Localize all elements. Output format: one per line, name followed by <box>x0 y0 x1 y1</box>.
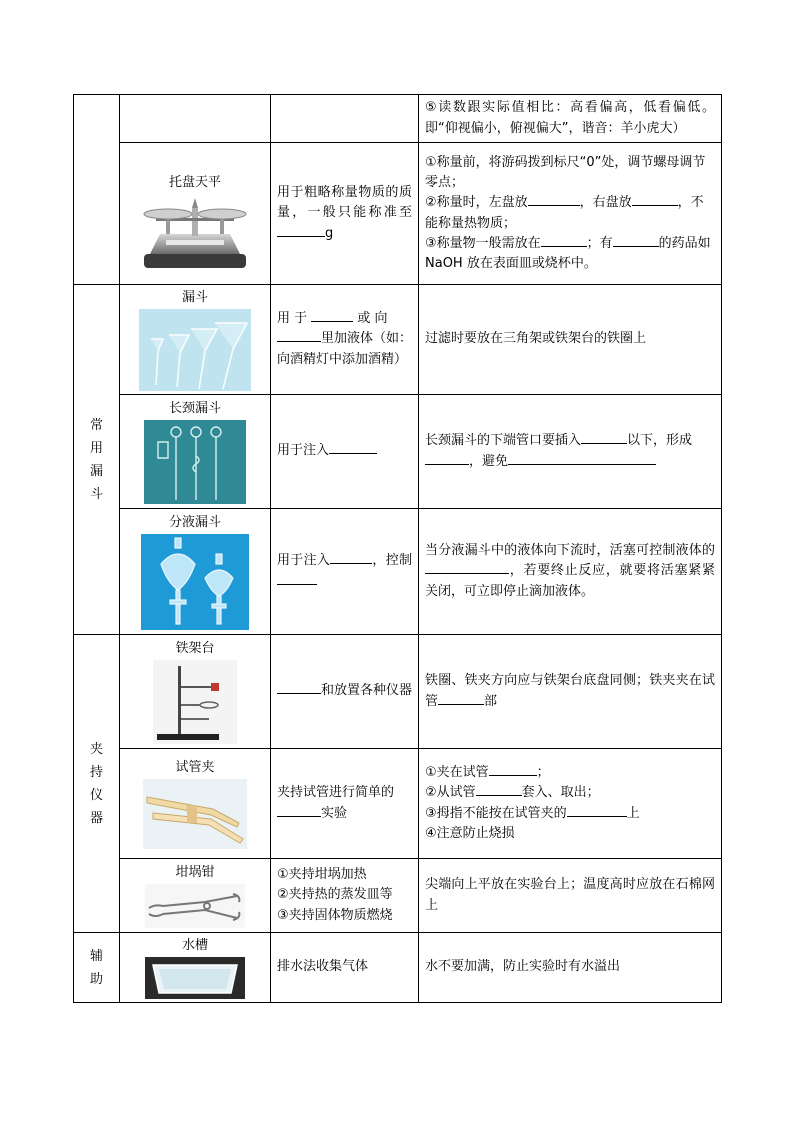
answer-blank <box>425 452 469 465</box>
table-row <box>74 395 722 509</box>
answer-blank <box>476 783 522 796</box>
notes-cell: 水不要加满，防止实验时有水溢出 <box>419 933 722 1003</box>
answer-blank <box>277 681 321 694</box>
answer-blank <box>528 193 580 206</box>
table-row <box>74 285 722 395</box>
long-neck-funnel-image <box>144 420 246 504</box>
usage-cell: ①夹持坩埚加热 ②夹持热的蒸发皿等 ③夹持固体物质燃烧 <box>271 859 419 933</box>
answer-blank <box>581 431 627 444</box>
instrument-cell <box>120 859 271 933</box>
table-row <box>74 749 722 859</box>
instrument-name: 托盘天平 <box>168 174 221 190</box>
answer-blank <box>438 692 484 705</box>
usage-cell: 用于注入 ，控制 <box>271 509 419 635</box>
instrument-cell <box>120 509 271 635</box>
notes-cell: 铁圈、铁夹方向应与铁架台底盘同侧；铁夹夹在试管 部 <box>419 635 722 749</box>
instrument-table <box>73 94 722 1003</box>
instrument-cell <box>120 285 271 395</box>
category-cell-weighing <box>74 95 120 285</box>
usage-cell: 和放置各种仪器 <box>271 635 419 749</box>
instrument-cell <box>120 95 271 143</box>
instrument-name: 分液漏斗 <box>168 514 221 530</box>
separatory-funnel-image <box>141 534 249 630</box>
instrument-name: 长颈漏斗 <box>168 400 221 416</box>
usage-cell: 夹持试管进行简单的 实验 <box>271 749 419 859</box>
usage-cell: 用 于 或 向 里加液体（如：向酒精灯中添加酒精） <box>271 285 419 395</box>
note-text: ⑤读数跟实际值相比：高看偏高，低看偏低。即“仰视偏小，俯视偏大”，谐音：羊小虎大） <box>425 100 715 136</box>
notes-cell: 尖端向上平放在实验台上；温度高时应放在石棉网上 <box>419 859 722 933</box>
crucible-tongs-image <box>145 884 245 928</box>
instrument-cell <box>120 749 271 859</box>
notes-cell: 过滤时要放在三角架或铁架台的铁圈上 <box>419 285 722 395</box>
answer-blank <box>489 763 537 776</box>
category-cell-holding: 夹 持 仪 器 <box>74 635 120 933</box>
iron-stand-image <box>153 660 237 744</box>
instrument-cell <box>120 143 271 285</box>
table-row <box>74 143 722 285</box>
answer-blank <box>329 441 377 454</box>
test-tube-clamp-image <box>143 779 247 849</box>
answer-blank <box>330 551 372 564</box>
table-row <box>74 933 722 1003</box>
instrument-cell <box>120 395 271 509</box>
table-row <box>74 635 722 749</box>
notes-cell: ①称量前，将游码拨到标尺“0”处，调节螺母调节零点； ②称量时，左盘放 ，右盘放 ，不能称量热物质； ③称量物一般需放在 ；有 的药品如 NaOH 放在表面皿或烧杯中。 <box>419 143 722 285</box>
answer-blank <box>541 234 587 247</box>
table-row <box>74 95 722 143</box>
usage-cell: 用于粗略称量物质的质量，一般只能称准至g <box>271 143 419 285</box>
notes-cell: ①夹在试管 ； ②从试管 套入、取出； ③拇指不能按在试管夹的 上 ④注意防止烧损 <box>419 749 722 859</box>
notes-cell <box>419 95 722 143</box>
usage-cell: 排水法收集气体 <box>271 933 419 1003</box>
answer-blank <box>311 309 353 322</box>
instrument-name: 坩埚钳 <box>175 864 215 880</box>
instrument-name: 铁架台 <box>175 640 215 656</box>
answer-blank <box>277 224 325 237</box>
instrument-cell <box>120 933 271 1003</box>
answer-blank <box>632 193 678 206</box>
water-trough-image <box>145 957 245 999</box>
answer-blank <box>277 572 317 585</box>
category-cell-auxiliary: 辅 助 <box>74 933 120 1003</box>
tray-balance-image <box>136 194 254 270</box>
notes-cell: 长颈漏斗的下端管口要插入 以下，形成 ，避免 <box>419 395 722 509</box>
answer-blank <box>613 234 659 247</box>
answer-blank <box>567 804 627 817</box>
funnel-image <box>139 309 251 391</box>
category-cell-funnels: 常 用 漏 斗 <box>74 285 120 635</box>
instrument-name: 漏斗 <box>181 289 208 305</box>
answer-blank <box>425 561 509 574</box>
usage-cell <box>271 95 419 143</box>
instrument-cell <box>120 635 271 749</box>
table-row <box>74 509 722 635</box>
instrument-name: 试管夹 <box>175 759 215 775</box>
answer-blank <box>277 329 321 342</box>
instrument-name: 水槽 <box>181 937 208 953</box>
answer-blank <box>508 452 656 465</box>
notes-cell: 当分液漏斗中的液体向下流时，活塞可控制液体的，若要终止反应，就要将活塞紧紧关闭，可立即停止滴加液体。 <box>419 509 722 635</box>
usage-cell: 用于注入 <box>271 395 419 509</box>
answer-blank <box>277 804 321 817</box>
table-row <box>74 859 722 933</box>
